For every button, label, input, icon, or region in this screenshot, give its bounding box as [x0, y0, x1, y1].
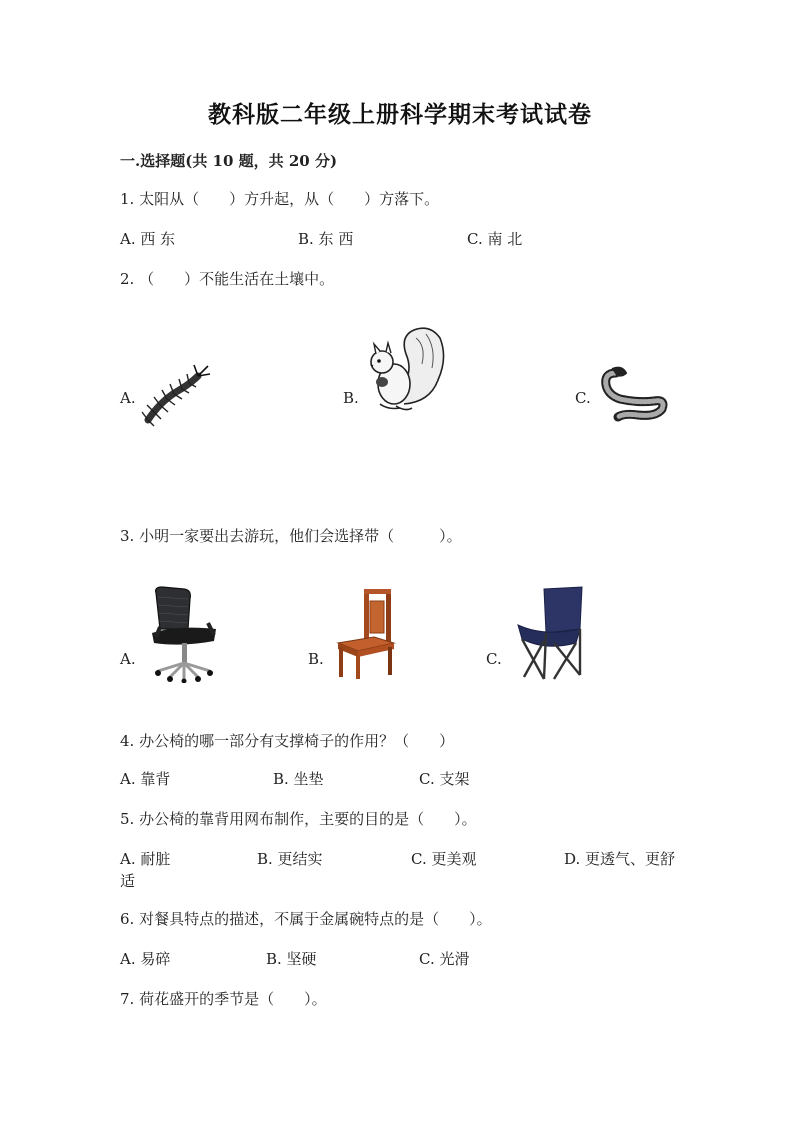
question-6: 6. 对餐具特点的描述，不属于金属碗特点的是（ ）。 — [120, 910, 492, 928]
wooden-chair-photo — [334, 587, 396, 681]
q5-option-d[interactable]: D. 更透气、更舒 — [564, 850, 676, 868]
folding-chair-photo — [514, 585, 586, 683]
q1-option-c[interactable]: C. 南 北 — [467, 230, 523, 248]
q5-option-b[interactable]: B. 更结实 — [257, 850, 323, 868]
question-5: 5. 办公椅的靠背用网布制作，主要的目的是（ ）。 — [120, 810, 477, 828]
question-7: 7. 荷花盛开的季节是（ ）。 — [120, 990, 327, 1008]
q4-option-a[interactable]: A. 靠背 — [120, 770, 171, 788]
section-heading: 一.选择题(共 10 题，共 20 分) — [120, 152, 338, 170]
question-1: 1. 太阳从（ ）方升起，从（ ）方落下。 — [120, 190, 440, 208]
q3-option-b[interactable]: B. — [308, 650, 324, 668]
q6-option-c[interactable]: C. 光滑 — [419, 950, 470, 968]
earthworm-drawing — [598, 363, 670, 423]
exam-title: 教科版二年级上册科学期末考试试卷 — [208, 101, 592, 128]
q3-option-a[interactable]: A. — [120, 650, 136, 668]
q6-option-a[interactable]: A. 易碎 — [120, 950, 171, 968]
q5-option-a[interactable]: A. 耐脏 — [120, 850, 171, 868]
squirrel-drawing — [360, 324, 450, 418]
q2-option-a[interactable]: A. — [120, 389, 136, 407]
question-2: 2. （ ）不能生活在土壤中。 — [120, 270, 335, 288]
q2-option-b[interactable]: B. — [343, 389, 359, 407]
q1-option-a[interactable]: A. 西 东 — [120, 230, 176, 248]
q3-option-c[interactable]: C. — [486, 650, 502, 668]
q6-option-b[interactable]: B. 坚硬 — [266, 950, 317, 968]
q2-option-c[interactable]: C. — [575, 389, 591, 407]
centipede-drawing — [138, 362, 216, 428]
question-4: 4. 办公椅的哪一部分有支撑椅子的作用？（ ） — [120, 732, 455, 750]
q4-option-b[interactable]: B. 坐垫 — [273, 770, 324, 788]
office-chair-photo — [148, 585, 222, 683]
question-3: 3. 小明一家要出去游玩，他们会选择带（ ）。 — [120, 527, 462, 545]
q1-option-b[interactable]: B. 东 西 — [298, 230, 354, 248]
q5-option-d-wrap: 适 — [120, 872, 136, 890]
q4-option-c[interactable]: C. 支架 — [419, 770, 470, 788]
q5-option-c[interactable]: C. 更美观 — [411, 850, 477, 868]
